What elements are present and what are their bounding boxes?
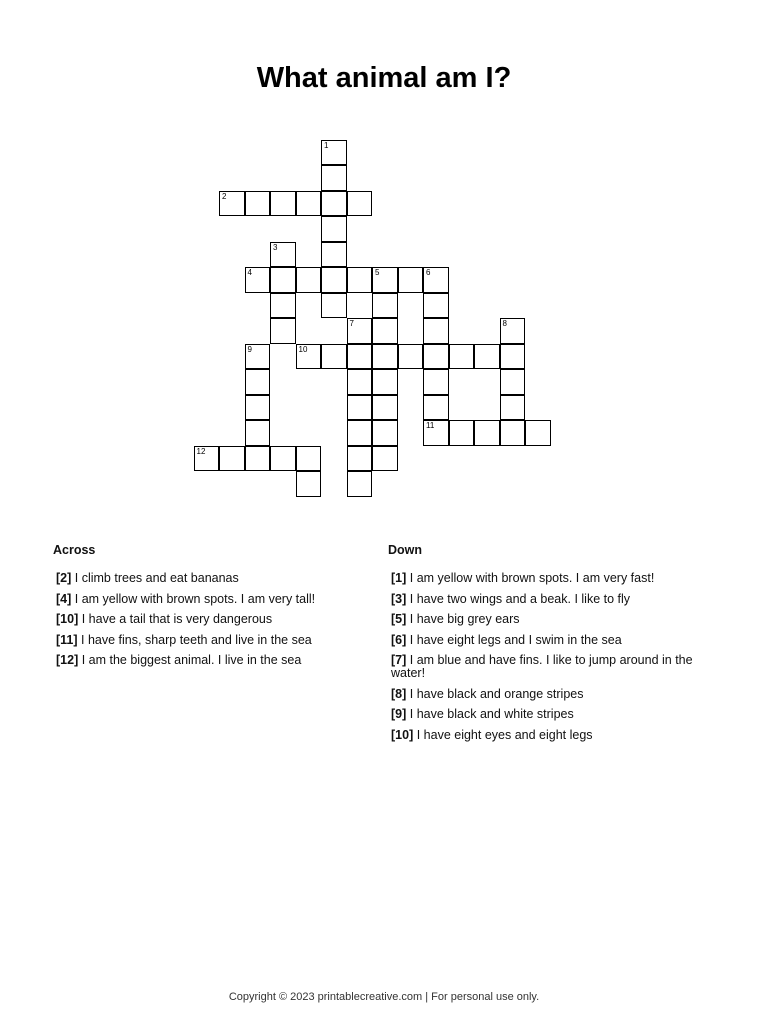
clue-number-label: [3] — [391, 591, 407, 606]
grid-cell[interactable] — [423, 395, 449, 421]
across-clue — [56, 654, 383, 667]
across-clue — [56, 572, 383, 585]
grid-cell[interactable] — [525, 420, 551, 446]
grid-cell[interactable] — [474, 344, 500, 370]
down-clue — [391, 688, 718, 701]
clue-number: 8 — [502, 319, 507, 328]
clue-number-label: [12] — [56, 653, 79, 667]
down-clue — [391, 634, 718, 647]
grid-cell[interactable] — [347, 191, 373, 217]
grid-cell[interactable] — [423, 369, 449, 395]
clue-number-label: [10] — [391, 727, 414, 742]
grid-cell[interactable] — [245, 446, 271, 472]
clue-text: I have black and orange stripes — [409, 686, 584, 701]
clue-number-label: [5] — [391, 612, 407, 626]
down-clue — [391, 729, 718, 742]
grid-cell[interactable] — [372, 420, 398, 446]
across-clue — [56, 593, 383, 606]
down-clue — [391, 572, 718, 585]
grid-cell[interactable] — [347, 420, 373, 446]
clue-text: I am the biggest animal. I live in the sea — [81, 653, 302, 667]
clue-text: I am yellow with brown spots. I am very tall! — [74, 591, 316, 606]
grid-cell[interactable] — [372, 369, 398, 395]
grid-cell[interactable] — [474, 420, 500, 446]
clue-text: I have fins, sharp teeth and live in the sea — [81, 632, 312, 647]
grid-cell[interactable] — [372, 267, 398, 293]
grid-cell[interactable] — [219, 446, 245, 472]
grid-cell[interactable] — [500, 420, 526, 446]
grid-cell[interactable] — [347, 446, 373, 472]
grid-cell[interactable] — [270, 267, 296, 293]
down-clue — [391, 613, 718, 626]
clue-number-label: [8] — [391, 686, 407, 701]
clue-text: I have eight eyes and eight legs — [416, 727, 593, 742]
grid-cell[interactable] — [500, 318, 526, 344]
grid-cell[interactable] — [321, 344, 347, 370]
grid-cell[interactable] — [321, 191, 347, 217]
grid-cell[interactable] — [398, 344, 424, 370]
grid-cell[interactable] — [449, 344, 475, 370]
grid-cell[interactable] — [423, 318, 449, 344]
clue-number: 7 — [349, 319, 354, 328]
clue-number: 9 — [247, 344, 252, 354]
grid-cell[interactable] — [372, 395, 398, 421]
clue-number-label: [10] — [56, 612, 79, 626]
clue-number-label: [1] — [391, 571, 407, 585]
grid-cell[interactable] — [270, 446, 296, 472]
grid-cell[interactable] — [245, 420, 271, 446]
down-heading: Down — [388, 543, 423, 557]
grid-cell[interactable] — [347, 369, 373, 395]
grid-cell[interactable] — [296, 446, 322, 472]
clue-text: I have big grey ears — [409, 612, 520, 626]
grid-cell[interactable] — [245, 191, 271, 217]
clue-text: I have eight legs and I swim in the sea — [409, 632, 622, 647]
grid-cell[interactable] — [500, 369, 526, 395]
grid-cell[interactable] — [423, 344, 449, 370]
clue-number: 3 — [273, 242, 278, 252]
clue-text: I am blue and have fins. I like to jump around in the water! — [391, 653, 693, 680]
clue-number-label: [7] — [391, 653, 407, 667]
grid-cell[interactable] — [398, 267, 424, 293]
grid-cell[interactable] — [296, 191, 322, 217]
grid-cell[interactable] — [321, 165, 347, 191]
clue-number: 1 — [324, 140, 329, 150]
grid-cell[interactable] — [194, 446, 220, 472]
clue-text: I have two wings and a beak. I like to fly — [409, 591, 631, 606]
clue-number-label: [4] — [56, 591, 72, 606]
clue-text: I am yellow with brown spots. I am very fast! — [409, 571, 655, 585]
grid-cell[interactable] — [347, 318, 373, 344]
grid-cell[interactable] — [296, 267, 322, 293]
clue-text: I climb trees and eat bananas — [74, 571, 239, 585]
down-clue-list — [388, 572, 718, 742]
across-clue — [56, 634, 383, 647]
clue-number-label: [9] — [391, 707, 407, 721]
across-clues — [53, 543, 383, 675]
clue-number: 5 — [375, 268, 380, 277]
grid-cell[interactable] — [270, 293, 296, 319]
clue-number: 4 — [247, 268, 252, 277]
grid-cell[interactable] — [423, 420, 449, 446]
grid-cell[interactable] — [449, 420, 475, 446]
clue-number-label: [11] — [56, 632, 78, 647]
clue-number: 11 — [426, 421, 435, 430]
grid-cell[interactable] — [296, 471, 322, 497]
grid-cell[interactable] — [372, 344, 398, 370]
grid-cell[interactable] — [372, 318, 398, 344]
grid-cell[interactable] — [245, 369, 271, 395]
grid-cell[interactable] — [245, 267, 271, 293]
down-clue — [391, 593, 718, 606]
grid-cell[interactable] — [347, 395, 373, 421]
copyright-footer: Copyright © 2023 printablecreative.com | For personal use only. — [228, 991, 540, 1003]
clue-text: I have black and white stripes — [409, 707, 574, 721]
down-clue — [391, 654, 718, 680]
grid-cell[interactable] — [321, 267, 347, 293]
clue-number: 10 — [298, 344, 308, 354]
grid-cell[interactable] — [372, 446, 398, 472]
down-clue — [391, 708, 718, 721]
grid-cell[interactable] — [321, 242, 347, 268]
grid-cell[interactable] — [423, 293, 449, 319]
clue-number-label: [2] — [56, 571, 72, 585]
across-clue-list — [53, 572, 383, 667]
grid-cell[interactable] — [321, 140, 347, 166]
clue-number: 6 — [426, 268, 431, 277]
grid-cell[interactable] — [500, 395, 526, 421]
across-heading: Across — [53, 543, 96, 557]
grid-cell[interactable] — [245, 395, 271, 421]
clue-number-label: [6] — [391, 632, 407, 647]
page-title: What animal am I? — [256, 62, 512, 94]
grid-cell[interactable] — [270, 242, 296, 268]
grid-cell[interactable] — [321, 293, 347, 319]
grid-cell[interactable] — [347, 471, 373, 497]
grid-cell[interactable] — [321, 216, 347, 242]
grid-cell[interactable] — [500, 344, 526, 370]
grid-cell[interactable] — [372, 293, 398, 319]
grid-cell[interactable] — [423, 267, 449, 293]
grid-cell[interactable] — [245, 344, 271, 370]
grid-cell[interactable] — [347, 344, 373, 370]
grid-cell[interactable] — [219, 191, 245, 217]
across-clue — [56, 613, 383, 626]
clue-number: 12 — [196, 446, 206, 456]
clue-text: I have a tail that is very dangerous — [81, 612, 273, 626]
grid-cell[interactable] — [270, 318, 296, 344]
grid-cell[interactable] — [296, 344, 322, 370]
grid-cell[interactable] — [347, 267, 373, 293]
grid-cell[interactable] — [270, 191, 296, 217]
clue-number: 2 — [222, 191, 227, 201]
down-clues — [388, 543, 718, 749]
